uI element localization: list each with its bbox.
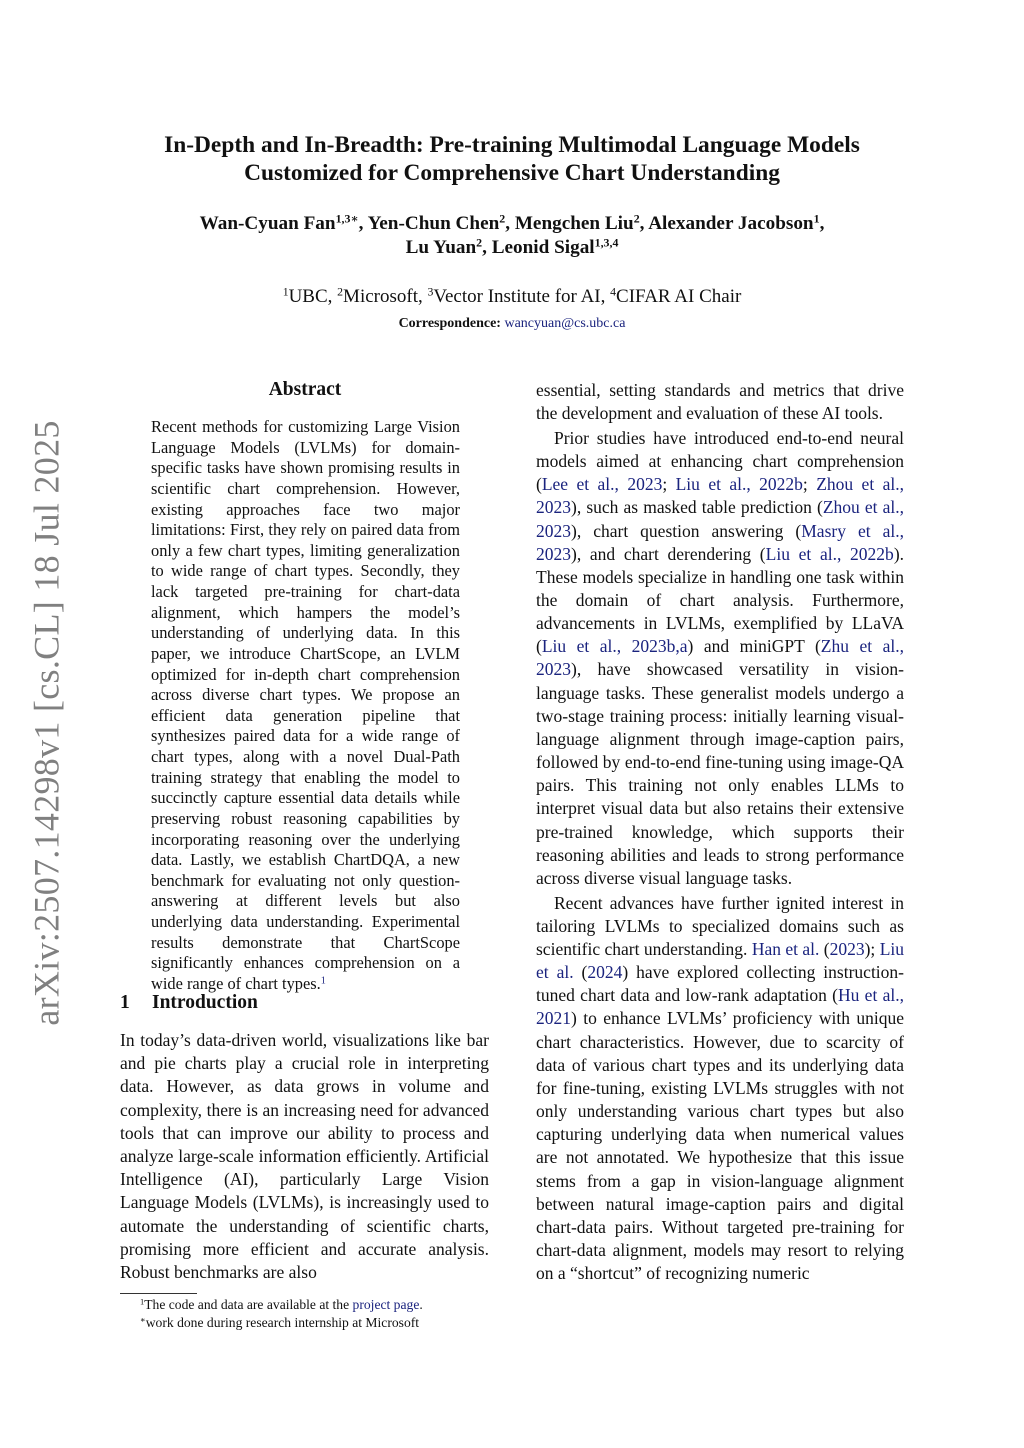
paragraph-text: ) and miniGPT ( [687, 636, 821, 657]
citation-link[interactable]: Hu et al., 2021 [536, 985, 904, 1029]
correspondence [100, 315, 924, 333]
citation-link[interactable]: Liu et al., 2022b [765, 543, 894, 564]
footnote-rule [120, 1293, 197, 1294]
paragraph-text: ), chart question answering ( [571, 520, 802, 541]
citation-link[interactable]: Lee et al., 2023 [541, 474, 663, 495]
citation-link[interactable]: Liu et al., 2023b,a [541, 636, 688, 657]
affiliations [100, 285, 924, 309]
paragraph-text: Recent advances have further ignited interest in tailoring LVLMs to specialized domains such as scientific chart understanding. [536, 892, 904, 959]
right-column [536, 379, 904, 1285]
footnote-1 [120, 1296, 489, 1314]
author-name: Leonid Sigal [491, 237, 595, 258]
citation-link[interactable]: Zhou et al., 2023 [536, 497, 904, 541]
citation-link[interactable]: 2023 [829, 938, 865, 959]
abstract-text: Recent methods for customizing Large Vision Language Models (LVLMs) for domain-specific tasks have shown promising results in scientific chart comprehension. However, existing approaches face two major limitations: First, they rely on paired data from only a few chart types, limiting generalization to wide range of chart types. Secondly, they lack targeted pre-training for chart-data alignment, which hampers the model’s understanding of underlying data. In this paper, we introduce ChartScope, an LVLM optimized for in-depth chart comprehension across diverse chart types. We propose an efficient data generation pipeline that synthesizes paired data for a wide range of chart types, along with a novel Dual-Path training strategy that enabling the model to succinctly capture essential data details while preserving robust reasoning capabilities by incorporating reasoning over the underlying data. Lastly, we establish ChartDQA, a new benchmark for evaluating not only question-answering at different levels but also underlying data understanding. Experimental results demonstrate that ChartScope significantly enhances comprehension on a wide range of chart types. [151, 417, 460, 993]
correspondence-label: Correspondence: [398, 316, 501, 331]
paragraph-text: ; [662, 474, 676, 495]
paragraph-text: ( [573, 962, 588, 983]
paragraph-text: ); [864, 938, 880, 959]
title-line-1: In-Depth and In-Breadth: Pre-training Multimodal Language Models [164, 132, 860, 158]
paragraph-text: ; [802, 474, 817, 495]
citation-link[interactable]: Masry et al., 2023 [536, 520, 904, 564]
author-name: Wan-Cyuan Fan [199, 213, 336, 234]
paragraph-continued: essential, setting standards and metrics that drive the development and evaluation of these AI tools. [536, 380, 904, 424]
paragraph-text: ), and chart derendering ( [571, 543, 766, 564]
footnote-mark: ∗ [140, 1314, 146, 1325]
citation-link[interactable]: Zhou et al., 2023 [536, 474, 904, 518]
paragraph-text: ( [819, 938, 830, 959]
footnote-mark: 1 [320, 975, 326, 987]
section-number: 1 [120, 992, 130, 1013]
author-line-2: Lu Yuan$^2$, Leonid Sigal$^{1,3,4}$ [405, 235, 619, 258]
author-affil-mark: 2 [476, 235, 483, 250]
affil-mark: 1 [282, 285, 289, 299]
affil-name: Vector Institute for AI, [433, 286, 611, 307]
footnote-text: work done during research internship at Microsoft [145, 1315, 420, 1330]
footnote-mark: 1 [140, 1296, 145, 1307]
paragraph-text: ), have showcased versatility in vision-language tasks. These generalist models undergo a two-stage training process: initially learning visual-language alignment through image-caption pairs, followed by end-to-end fine-tuning using image-QA pairs. This training not only enables LLMs to interpret visual data but also retains their extensive pre-trained knowledge, which supports their reasoning abilities and leads to strong performance across diverse visual language tasks. [536, 659, 904, 888]
section-heading-introduction [120, 991, 489, 1015]
correspondence-email-link[interactable]: wancyuan@cs.ubc.ca [504, 316, 626, 331]
author-name: Alexander Jacobson [648, 213, 814, 234]
affil-name: CIFAR AI Chair [616, 286, 742, 307]
author-name: Mengchen Liu [514, 213, 634, 234]
paragraph-text: ), such as masked table prediction ( [571, 497, 823, 518]
affil-name: UBC, [288, 286, 338, 307]
paper-title [100, 131, 924, 187]
citation-link[interactable]: Han et al. [751, 938, 820, 959]
author-name: Lu Yuan [405, 237, 477, 258]
section-title: Introduction [152, 992, 258, 1013]
author-line-1: Wan-Cyuan Fan$^{1,3∗}$, Yen-Chun Chen$^2$, Mengchen Liu$^2$, Alexander Jacobson$^1$, [199, 211, 825, 234]
paragraph-recent-advances [536, 892, 904, 1286]
paragraph-text: Prior studies have introduced end-to-end neural models aimed at enhancing chart comprehension ( [536, 427, 904, 495]
citation-link[interactable]: Liu et al., 2022b [675, 474, 803, 495]
author-affil-mark: 1,3∗ [335, 211, 359, 226]
project-page-link[interactable]: project page [352, 1297, 420, 1312]
author-list [100, 212, 924, 260]
arxiv-stamp [18, 420, 76, 1026]
introduction-paragraph: In today’s data-driven world, visualizations like bar and pie charts play a crucial role in interpreting data. However, as data grows in volume and complexity, there is an increasing need for advanced tools that can improve our ability to process and analyze large-scale information efficiently. Artificial Intelligence (AI), particularly Large Vision Language Models (LVLMs), is increasingly used to automate the understanding of scientific charts, promising more efficient and accurate analysis. Robust benchmarks are also [120, 1030, 489, 1283]
author-affil-mark: 1 [813, 211, 820, 226]
author-affil-mark: 2 [499, 211, 506, 226]
paragraph-text: ). These models specialize in handling one task within the domain of chart analysis. Furthermore, advancements in LVLMs, exemplified by LLaVA ( [536, 543, 905, 657]
affil-mark: 4 [610, 285, 617, 299]
affil-name: Microsoft, [343, 286, 428, 307]
title-line-2: Customized for Comprehensive Chart Understanding [244, 160, 780, 186]
footnotes [120, 1296, 489, 1332]
affil-mark: 3 [427, 285, 434, 299]
abstract-body [151, 417, 460, 995]
affil-mark: 2 [337, 285, 344, 299]
citation-link[interactable]: 2024 [587, 962, 623, 983]
footnote-2 [120, 1314, 489, 1332]
author-affil-mark: 1,3,4 [594, 235, 619, 250]
citation-link[interactable]: Zhu et al., 2023 [536, 636, 904, 680]
footnote-text: The code and data are available at the [144, 1297, 353, 1312]
paragraph-prior-studies [536, 427, 904, 890]
author-name: Yen-Chun Chen [367, 213, 500, 234]
arxiv-stamp-text: arXiv:2507.14298v1 [cs.CL] 18 Jul 2025 [27, 420, 68, 1026]
abstract-heading: Abstract [268, 379, 342, 400]
author-affil-mark: 2 [633, 211, 640, 226]
citation-link[interactable]: Liu et al. [536, 938, 905, 983]
footnote-text: . [419, 1297, 423, 1312]
paragraph-text: ) have explored collecting instruction-tuned chart data and low-rank adaptation ( [536, 962, 904, 1006]
paragraph-text: ) to enhance LVLMs’ proficiency with unique chart characteristics. However, due to scarcity of data of various chart types and its underlying data for fine-tuning, existing LVLMs struggles with not only understanding various chart types but also capturing underlying data when numerical values are not annotated. We hypothesize that this issue stems from a gap in vision-language alignment between natural image-caption pairs and digital chart-data pairs. Without targeted pre-training for chart-data alignment, models may resort to relying on a “shortcut” of recognizing numeric [536, 1008, 904, 1284]
